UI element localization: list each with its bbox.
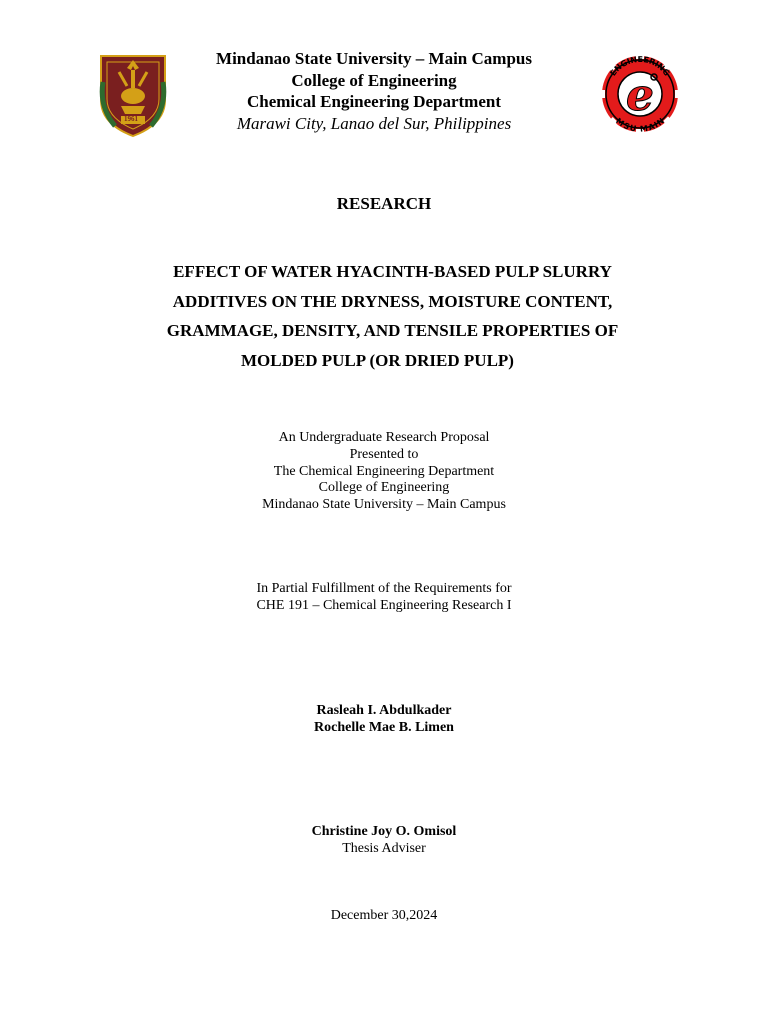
proposal-block (0, 430, 768, 514)
seal-year-text: 1961 (124, 115, 138, 123)
research-title (140, 257, 645, 375)
fulfillment-block (0, 581, 768, 615)
proposal-line: Presented to (349, 446, 419, 462)
msu-seal-icon (97, 52, 169, 138)
fulfillment-line: In Partial Fulfillment of the Requirements for (256, 581, 512, 596)
institution-header (174, 48, 574, 134)
adviser-role: Thesis Adviser (342, 841, 426, 856)
engineering-gear-logo-icon (596, 52, 684, 136)
department-name: Chemical Engineering Department (246, 92, 502, 111)
svg-text:MSU MAIN (614, 116, 666, 133)
title-line: EFFECT OF WATER HYACINTH-BASED PULP SLURRY (173, 262, 612, 281)
proposal-line: College of Engineering (318, 480, 450, 496)
logo-top-text: ENGINEERING (608, 54, 672, 78)
title-line: MOLDED PULP (OR DRIED PULP) (241, 350, 514, 370)
research-label: RESEARCH (336, 194, 432, 213)
title-line: ADDITIVES ON THE DRYNESS, MOISTURE CONTENT, (172, 291, 613, 311)
authors-block (0, 702, 768, 736)
svg-text:e: e (626, 70, 654, 121)
submission-date: December 30,2024 (330, 908, 438, 923)
proposal-line: Mindanao State University – Main Campus (262, 497, 506, 513)
svg-text:ENGINEERING (608, 55, 671, 78)
title-line: GRAMMAGE, DENSITY, AND TENSILE PROPERTIES OF (166, 321, 619, 340)
proposal-line: The Chemical Engineering Department (273, 463, 495, 479)
location-text: Marawi City, Lanao del Sur, Philippines (236, 113, 512, 133)
university-name: Mindanao State University – Main Campus (216, 49, 532, 68)
author-name: Rasleah I. Abdulkader (316, 703, 452, 718)
proposal-line: An Undergraduate Research Proposal (278, 430, 490, 445)
logo-bottom-text: MSU MAIN (614, 116, 666, 134)
fulfillment-line: CHE 191 – Chemical Engineering Research I (256, 597, 512, 613)
adviser-name: Christine Joy O. Omisol (311, 824, 457, 839)
author-name: Rochelle Mae B. Limen (314, 720, 454, 735)
college-name: College of Engineering (291, 70, 457, 90)
